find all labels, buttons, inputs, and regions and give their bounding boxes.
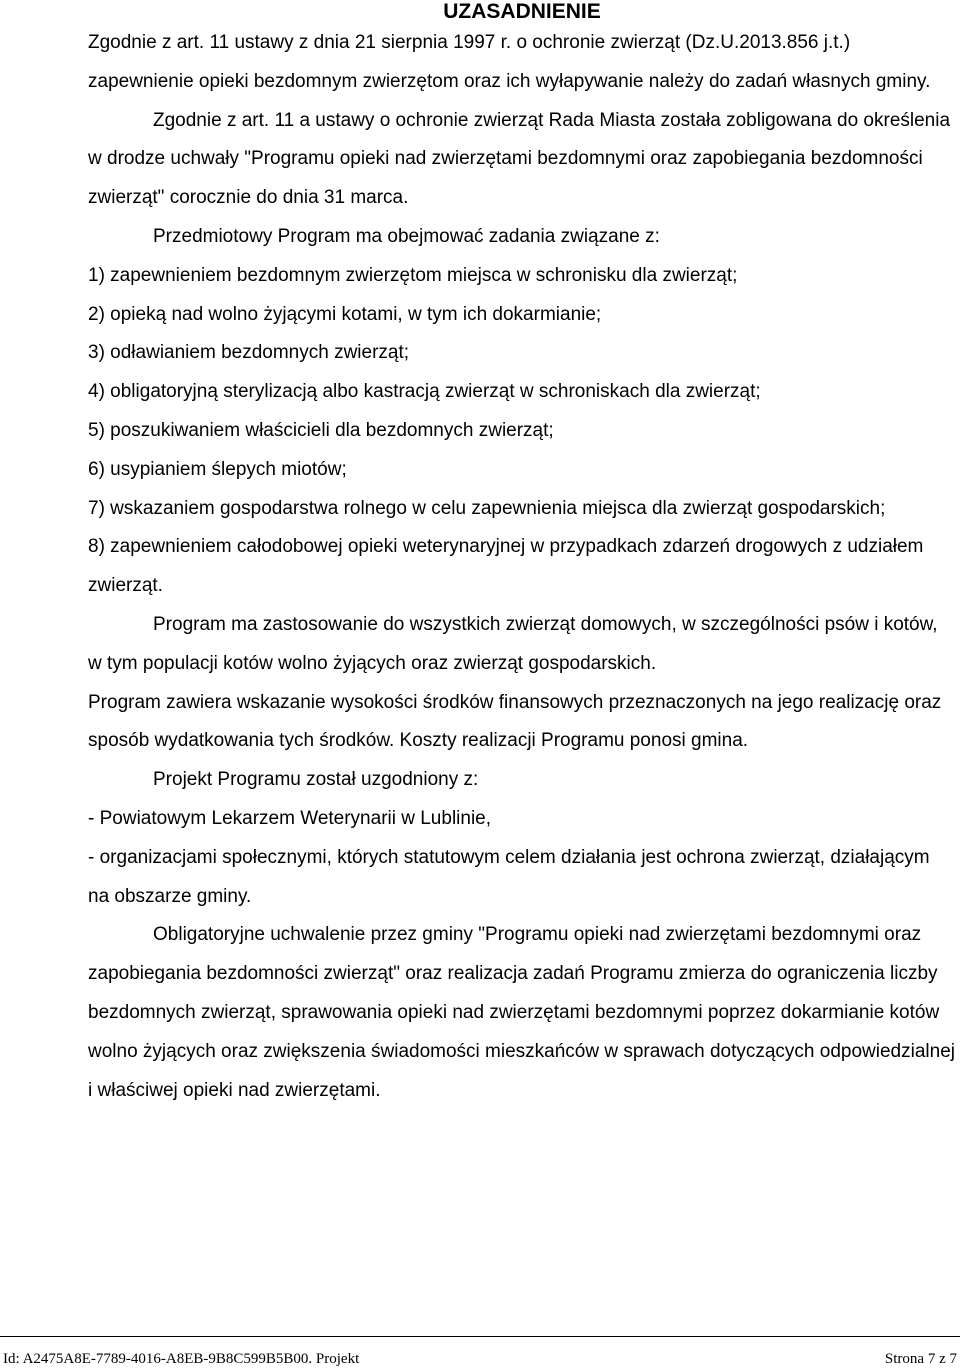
list-item: - Powiatowym Lekarzem Weterynarii w Lublinie, <box>88 807 492 829</box>
list-item: 1) zapewnieniem bezdomnym zwierzętom miejsca w schronisku dla zwierząt; <box>88 264 738 286</box>
paragraph-conclusion: Obligatoryjne uchwalenie przez gminy "Programu opieki nad zwierzętami bezdomnymi oraz zapobiegania bezdomności zwierząt" oraz realizacja zadań Programu zmierza do ograniczenia liczby bezdomnych zwierząt, sprawowania opieki nad zwierzętami bezdomnymi poprzez dokarmianie kotów wolno żyjących oraz zwiększenia świadomości mieszkańców w sprawach dotyczących odpowiedzialnej i właściwej opieki nad zwierzętami. <box>88 924 955 1101</box>
list-item: 3) odławianiem bezdomnych zwierząt; <box>88 342 410 364</box>
list-item: 6) usypianiem ślepych miotów; <box>88 458 347 480</box>
list-item: 4) obligatoryjną sterylizacją albo kastracją zwierząt w schroniskach dla zwierząt; <box>88 381 761 403</box>
paragraph-legal-basis: Zgodnie z art. 11 ustawy z dnia 21 sierpnia 1997 r. o ochronie zwierząt (Dz.U.2013.856 j.t.) zapewnienie opieki bezdomnym zwierzętom oraz ich wyłapywanie należy do zadań własnych gminy. <box>88 32 931 92</box>
document-page <box>88 0 956 1110</box>
list-item: 5) poszukiwaniem właścicieli dla bezdomnych zwierząt; <box>88 419 554 441</box>
page-footer <box>0 1336 960 1371</box>
list-item: 8) zapewnieniem całodobowej opieki weterynaryjnej w przypadkach zdarzeń drogowych z udziałem zwierząt. <box>88 536 924 597</box>
list-item: - organizacjami społecznymi, których statutowym celem działania jest ochrona zwierząt, działającym na obszarze gminy. <box>88 846 930 907</box>
paragraph-obligation: Zgodnie z art. 11 a ustawy o ochronie zwierząt Rada Miasta została zobligowana do określenia w drodze uchwały "Programu opieki nad zwierzętami bezdomnymi oraz zapobiegania bezdomności zwierząt" corocznie do dnia 31 marca. <box>88 109 951 209</box>
paragraph-applicability: Program ma zastosowanie do wszystkich zwierząt domowych, w szczególności psów i kotów, w tym populacji kotów wolno żyjących oraz zwierząt gospodarskich. <box>88 613 938 674</box>
paragraph-funding: Program zawiera wskazanie wysokości środków finansowych przeznaczonych na jego realizację oraz sposób wydatkowania tych środków. Koszty realizacji Programu ponosi gmina. <box>88 691 942 752</box>
document-title: UZASADNIENIE <box>443 0 601 23</box>
document-body <box>88 24 956 1110</box>
paragraph-consultation-intro: Projekt Programu został uzgodniony z: <box>153 769 479 791</box>
paragraph-scope-intro: Przedmiotowy Program ma obejmować zadania związane z: <box>153 225 660 247</box>
list-item: 2) opieką nad wolno żyjącymi kotami, w tym ich dokarmianie; <box>88 303 602 325</box>
list-item: 7) wskazaniem gospodarstwa rolnego w celu zapewnienia miejsca dla zwierząt gospodarskich; <box>88 497 886 519</box>
page-number: Strona 7 z 7 <box>884 1351 957 1367</box>
document-id: Id: A2475A8E-7789-4016-A8EB-9B8C599B5B00. Projekt <box>3 1351 360 1367</box>
